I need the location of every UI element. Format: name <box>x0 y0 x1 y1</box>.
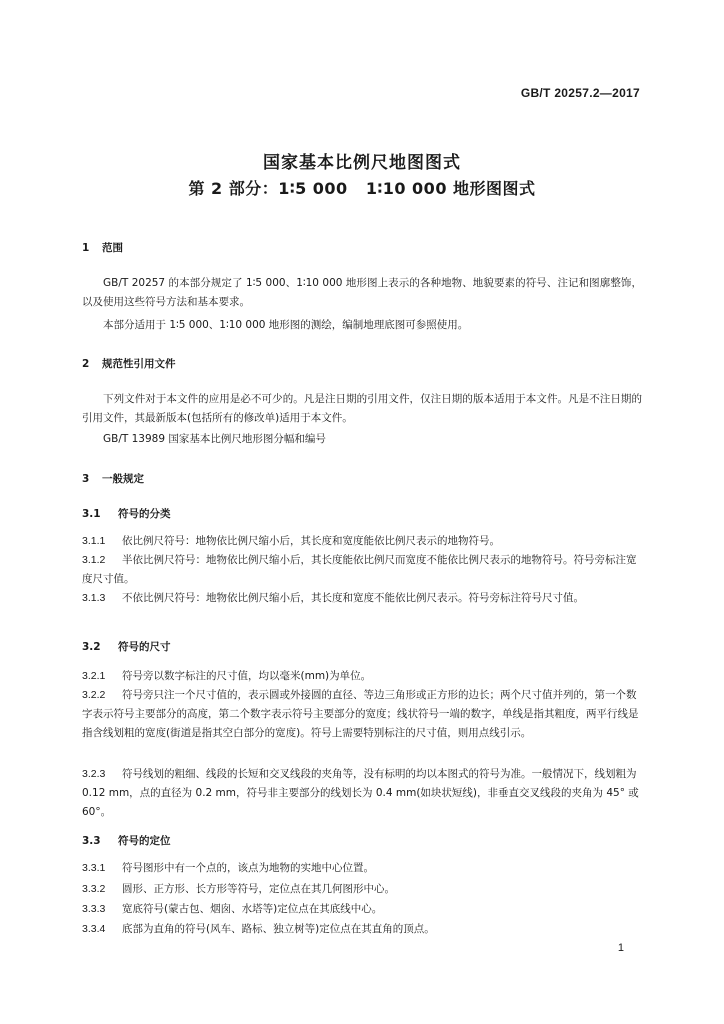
section-number: 1 <box>82 242 90 254</box>
clause-text: 宽底符号(蒙古包、烟囱、水塔等)定位点在其底线中心。 <box>122 903 383 915</box>
document-subtitle: 第 2 部分：1∶5 000 1∶10 000 地形图图式 <box>188 179 536 198</box>
clause-3-3-4 <box>82 920 642 939</box>
subsection-title: 符号的分类 <box>118 508 171 520</box>
section-title: 范围 <box>102 242 123 254</box>
clause-text: 符号图形中有一个点的，该点为地物的实地中心位置。 <box>122 862 374 874</box>
clause-3-1-1 <box>82 532 642 551</box>
section-1-paragraph-2: 本部分适用于 1∶5 000、1∶10 000 地形图的测绘，编制地理底图可参照使用。 <box>103 319 469 331</box>
clause-number: 3.3.2 <box>82 883 106 895</box>
clause-number: 3.2.3 <box>82 768 106 780</box>
normative-reference: GB/T 13989 国家基本比例尺地形图分幅和编号 <box>103 433 326 445</box>
section-1-paragraph-1: GB/T 20257 的本部分规定了 1∶5 000、1∶10 000 地形图上表示的各种地物、地貌要素的符号、注记和图廓整饰，以及使用这些符号方法和基本要求。 <box>82 277 642 308</box>
clause-number: 3.3.4 <box>82 923 106 935</box>
clause-number: 3.3.1 <box>82 862 106 874</box>
clause-number: 3.2.2 <box>82 689 106 701</box>
clause-3-3-3 <box>82 900 642 919</box>
section-title: 一般规定 <box>102 473 144 485</box>
clause-number: 3.1.3 <box>82 592 106 604</box>
subsection-title: 符号的尺寸 <box>118 641 171 653</box>
subsection-3-2-heading <box>82 638 642 657</box>
clause-text: 符号旁只注一个尺寸值的，表示圆或外接圆的直径、等边三角形或正方形的边长；两个尺寸值并列的，第一个数字表示符号主要部分的高度，第二个数字表示符号主要部分的宽度；线状符号一端的数字，单线是指其粗度，两平行线是指含线划粗的宽度(街道是指其空白部分的宽度)。符号上需要特别标注的尺寸值，则用点线引示。 <box>82 689 639 739</box>
page-number: 1 <box>617 942 624 954</box>
document-title: 国家基本比例尺地图图式 <box>263 153 461 173</box>
clause-number: 3.1.2 <box>82 554 106 566</box>
clause-number: 3.3.3 <box>82 903 106 915</box>
clause-3-1-2 <box>82 551 642 589</box>
subsection-3-3-heading <box>82 832 642 851</box>
clause-number: 3.2.1 <box>82 670 106 682</box>
section-title: 规范性引用文件 <box>102 358 176 370</box>
subsection-title: 符号的定位 <box>118 835 171 847</box>
standard-number: GB/T 20257.2—2017 <box>520 86 640 100</box>
subsection-number: 3.3 <box>82 835 101 847</box>
subsection-number: 3.2 <box>82 641 101 653</box>
section-3-heading <box>82 470 642 489</box>
clause-3-2-1 <box>82 667 642 686</box>
clause-3-2-3 <box>82 765 642 822</box>
clause-3-3-1 <box>82 859 642 878</box>
clause-3-2-2 <box>82 686 642 743</box>
clause-3-1-3 <box>82 589 642 608</box>
clause-text: 依比例尺符号：地物依比例尺缩小后，其长度和宽度能依比例尺表示的地物符号。 <box>122 535 500 547</box>
clause-text: 圆形、正方形、长方形等符号，定位点在其几何图形中心。 <box>122 883 395 895</box>
clause-text: 底部为直角的符号(风车、路标、独立树等)定位点在其直角的顶点。 <box>122 923 435 935</box>
section-number: 3 <box>82 473 90 485</box>
section-2-paragraph-1: 下列文件对于本文件的应用是必不可少的。凡是注日期的引用文件，仅注日期的版本适用于本文件。凡是不注日期的引用文件，其最新版本(包括所有的修改单)适用于本文件。 <box>82 393 642 424</box>
section-2-heading <box>82 355 642 374</box>
clause-text: 符号旁以数字标注的尺寸值，均以毫米(mm)为单位。 <box>122 670 372 682</box>
subsection-number: 3.1 <box>82 508 101 520</box>
clause-number: 3.1.1 <box>82 535 106 547</box>
clause-text: 符号线划的粗细、线段的长短和交叉线段的夹角等，没有标明的均以本图式的符号为准。一般情况下，线划粗为 0.12 mm，点的直径为 0.2 mm，符号非主要部分的线划长为 0.4 mm(如块状短线)，非垂直交叉线段的夹角为 45° 或 60°。 <box>82 768 639 818</box>
subsection-3-1-heading <box>82 505 642 524</box>
section-1-heading <box>82 239 642 258</box>
section-number: 2 <box>82 358 90 370</box>
clause-3-3-2 <box>82 880 642 899</box>
clause-text: 不依比例尺符号：地物依比例尺缩小后，其长度和宽度不能依比例尺表示。符号旁标注符号尺寸值。 <box>122 592 584 604</box>
clause-text: 半依比例尺符号：地物依比例尺缩小后，其长度能依比例尺而宽度不能依比例尺表示的地物符号。符号旁标注宽度尺寸值。 <box>82 554 637 585</box>
